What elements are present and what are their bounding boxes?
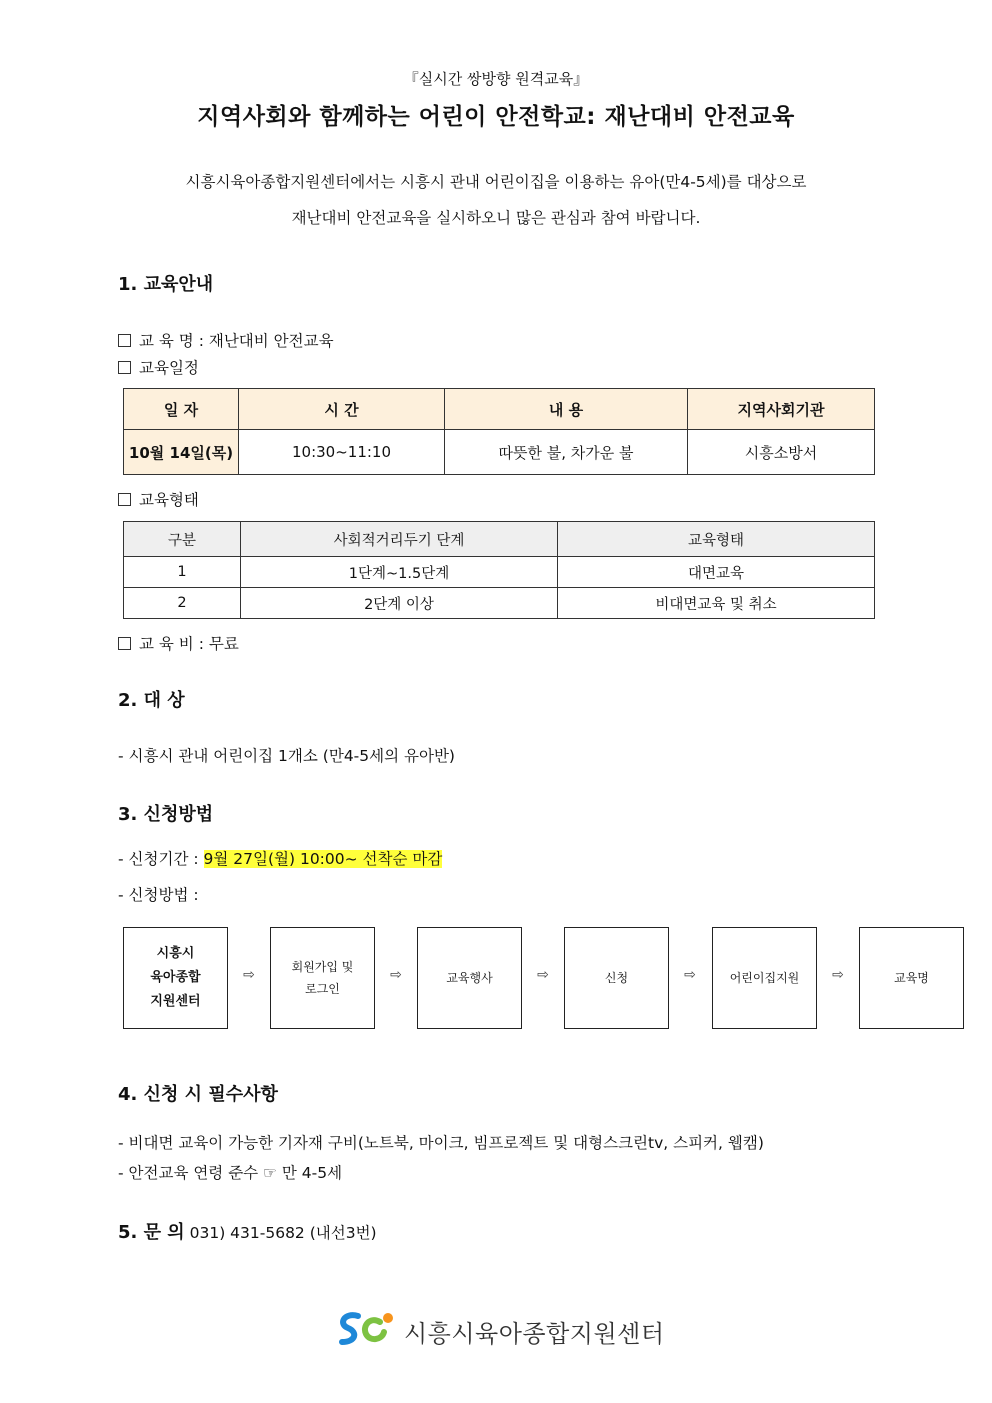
right-arrow-icon: ⇨ (684, 967, 696, 983)
flow-step-edu-name: 교육명 (859, 927, 964, 1029)
cell-category: 1 (124, 557, 241, 588)
cell-institution: 시흥소방서 (688, 430, 875, 475)
flow-step-center-line2: 육아종합 (150, 970, 201, 985)
header-content: 내 용 (445, 389, 688, 430)
header-distancing: 사회적거리두기 단계 (241, 522, 558, 557)
contact-line (118, 1218, 377, 1244)
period-item (118, 847, 442, 869)
cell-time: 10:30~11:10 (239, 430, 445, 475)
right-arrow-icon: ⇨ (832, 967, 844, 983)
checkbox-icon (118, 637, 131, 650)
checkbox-icon (118, 493, 131, 506)
target-item: - 시흥시 관내 어린이집 1개소 (만4-5세의 유아반) (118, 747, 455, 765)
method-label: - 신청방법 : (118, 886, 199, 904)
edu-schedule-text: 교육일정 (139, 359, 199, 377)
period-label: - 신청기간 : (118, 850, 204, 868)
table-header-row (124, 522, 875, 557)
schedule-table (123, 388, 875, 475)
intro-line-2: 재난대비 안전교육을 실시하오니 많은 관심과 참여 바랍니다. (291, 209, 701, 227)
doc-subtitle: 『실시간 쌍방향 원격교육』 (403, 70, 589, 88)
requirement-item-1: - 비대면 교육이 가능한 기자재 구비(노트북, 마이크, 빔프로젝트 및 대형스크린tv, 스피커, 웹캠) (118, 1134, 764, 1152)
section5-heading: 5. 문 의 (118, 1222, 185, 1243)
edu-name-item (118, 329, 334, 351)
org-name: 시흥시육아종합지원센터 (404, 1320, 665, 1348)
flow-step-center-line3: 지원센터 (150, 994, 201, 1009)
application-flow (123, 927, 967, 1031)
cell-distancing: 2단계 이상 (241, 588, 558, 619)
flow-step-login-line2: 로그인 (305, 982, 340, 996)
table-row (124, 557, 875, 588)
flow-step-apply: 신청 (564, 927, 669, 1029)
header-time: 시 간 (239, 389, 445, 430)
flow-step-daycare-support: 어린이집지원 (712, 927, 817, 1029)
flow-step-login (270, 927, 375, 1029)
right-arrow-icon: ⇨ (243, 967, 255, 983)
flow-step-events: 교육행사 (417, 927, 522, 1029)
header-category: 구분 (124, 522, 241, 557)
edu-form-text: 교육형태 (139, 491, 199, 509)
table-row (124, 430, 875, 475)
section4-heading: 4. 신청 시 필수사항 (118, 1084, 278, 1105)
cell-form: 대면교육 (558, 557, 875, 588)
flow-step-center (123, 927, 228, 1029)
cell-content: 따뜻한 불, 차가운 불 (445, 430, 688, 475)
section3-heading: 3. 신청방법 (118, 804, 214, 825)
contact-phone: 031) 431-5682 (내선3번) (189, 1224, 377, 1242)
form-table (123, 521, 875, 619)
period-value: 9월 27일(월) 10:00~ 선착순 마감 (203, 850, 443, 868)
edu-schedule-item (118, 356, 199, 378)
section2-heading: 2. 대 상 (118, 690, 185, 711)
cell-date: 10월 14일(목) (124, 430, 239, 475)
requirement-item-2: - 안전교육 연령 준수 ☞ 만 4-5세 (118, 1164, 343, 1182)
header-date: 일 자 (124, 389, 239, 430)
header-form: 교육형태 (558, 522, 875, 557)
edu-form-item (118, 488, 199, 510)
section1-heading: 1. 교육안내 (118, 274, 214, 295)
intro-line-1: 시흥시육아종합지원센터에서는 시흥시 관내 어린이집을 이용하는 유아(만4-5세)를 대상으로 (185, 173, 807, 191)
table-row (124, 588, 875, 619)
cell-category: 2 (124, 588, 241, 619)
checkbox-icon (118, 334, 131, 347)
org-logo (336, 1308, 666, 1352)
edu-fee-text: 교 육 비 : 무료 (139, 635, 239, 653)
flow-step-login-line1: 회원가입 및 (291, 960, 354, 974)
edu-name-text: 교 육 명 : 재난대비 안전교육 (139, 332, 334, 350)
cell-form: 비대면교육 및 취소 (558, 588, 875, 619)
header-institution: 지역사회기관 (688, 389, 875, 430)
right-arrow-icon: ⇨ (537, 967, 549, 983)
table-header-row (124, 389, 875, 430)
right-arrow-icon: ⇨ (390, 967, 402, 983)
cell-distancing: 1단계~1.5단계 (241, 557, 558, 588)
flow-step-center-line1: 시흥시 (156, 946, 195, 961)
checkbox-icon (118, 361, 131, 374)
edu-fee-item (118, 632, 239, 654)
org-logo-icon (336, 1308, 402, 1348)
doc-title: 지역사회와 함께하는 어린이 안전학교: 재난대비 안전교육 (197, 104, 795, 130)
